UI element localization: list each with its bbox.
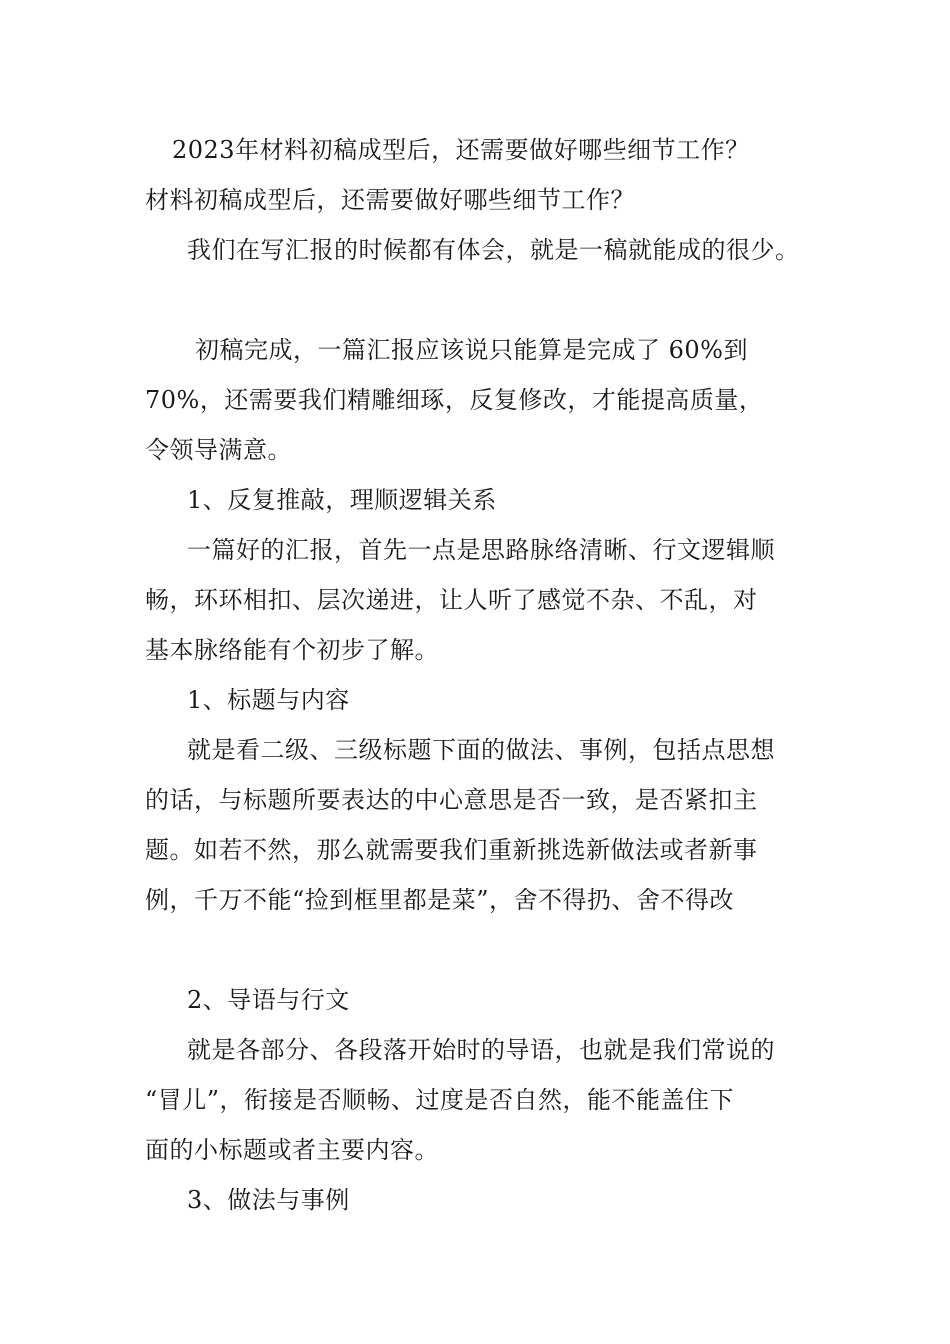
paragraph1-line1: 初稿完成，一篇汇报应该说只能算是完成了 60%到: [195, 336, 748, 364]
section1-line1: 一篇好的汇报，首先一点是思路脉络清晰、行文逻辑顺: [187, 536, 775, 564]
subsection1-heading: 1、标题与内容: [187, 686, 350, 714]
subsection1-line3: 题。如若不然，那么就需要我们重新挑选新做法或者新事: [145, 836, 758, 864]
document-subtitle: 材料初稿成型后，还需要做好哪些细节工作？: [145, 186, 635, 214]
intro-paragraph: 我们在写汇报的时候都有体会，就是一稿就能成的很少。: [187, 236, 800, 264]
subsection2-heading: 2、导语与行文: [187, 986, 350, 1014]
subsection1-line4: 例，千万不能“捡到框里都是菜”，舍不得扔、舍不得改: [145, 886, 735, 914]
subsection2-line3: 面的小标题或者主要内容。: [145, 1136, 439, 1164]
subsection2-line2: “冒儿”，衔接是否顺畅、过度是否自然，能不能盖住下: [145, 1086, 735, 1114]
subsection3-heading: 3、做法与事例: [187, 1186, 350, 1214]
subsection1-line2: 的话，与标题所要表达的中心意思是否一致，是否紧扣主: [145, 786, 758, 814]
subsection1-line1: 就是看二级、三级标题下面的做法、事例，包括点思想: [187, 736, 775, 764]
section1-line2: 畅，环环相扣、层次递进，让人听了感觉不杂、不乱，对: [145, 586, 758, 614]
document-title: 2023年材料初稿成型后，还需要做好哪些细节工作？: [172, 136, 750, 164]
paragraph1-line3: 令领导满意。: [145, 436, 292, 464]
section1-heading: 1、反复推敲，理顺逻辑关系: [187, 486, 497, 514]
paragraph1-line2: 70%，还需要我们精雕细琢，反复修改，才能提高质量，: [145, 386, 764, 414]
section1-line3: 基本脉络能有个初步了解。: [145, 636, 439, 664]
subsection2-line1: 就是各部分、各段落开始时的导语，也就是我们常说的: [187, 1036, 775, 1064]
